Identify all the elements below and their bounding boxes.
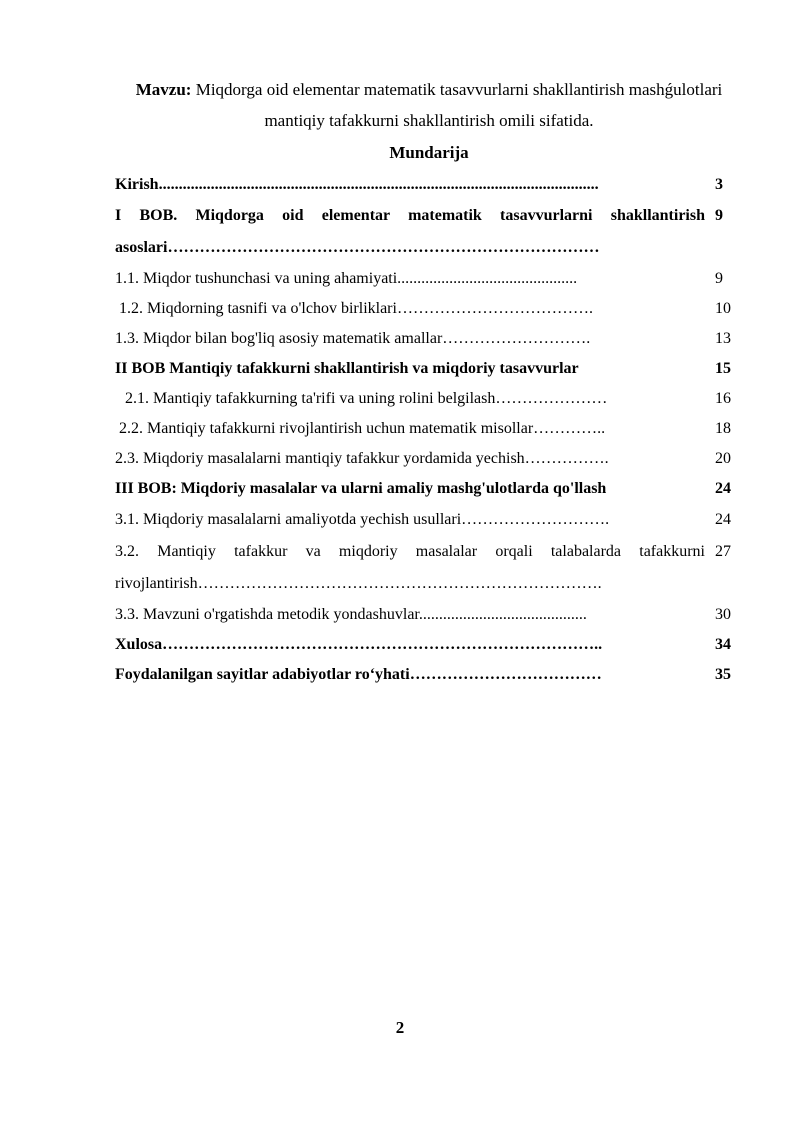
topic-heading: [115, 74, 743, 136]
toc-entry-conclusion: [115, 630, 745, 660]
toc-entry-chapter-2: [115, 354, 745, 384]
toc-entry-page: 24: [715, 511, 731, 528]
toc-entry-chapter-3: [115, 474, 745, 504]
toc-entry-text: Xulosa………………………………………………………………………..: [115, 636, 603, 653]
toc-entry-page: 30: [715, 606, 731, 623]
toc-entry-text: II BOB Mantiqiy tafakkurni shakllantirish va miqdoriy tasavvurlar: [115, 360, 579, 377]
table-of-contents: [115, 170, 745, 690]
toc-entry-text: 2.1. Mantiqiy tafakkurning ta'rifi va uning rolini belgilash…………………: [125, 390, 608, 407]
toc-entry-page: 9: [715, 207, 723, 224]
toc-entry-text: 3.3. Mavzuni o'rgatishda metodik yondashuvlar..........................................: [115, 606, 587, 623]
toc-entry-3-1: [115, 504, 745, 536]
toc-entry-page: 9: [715, 270, 723, 287]
toc-entry-page: 10: [715, 300, 731, 317]
toc-title: Mundarija: [389, 143, 469, 162]
toc-entry-3-2: [115, 536, 745, 600]
toc-entry-text: Kirish..............................................................................................................: [115, 176, 599, 193]
toc-entry-2-3: [115, 444, 745, 474]
toc-entry-text: 3.2. Mantiqiy tafakkur va miqdoriy masalalar orqali talabalarda tafakkurni rivojlantirish………………………………………………………………….: [115, 543, 705, 592]
toc-entry-text: Foydalanilgan sayitlar adabiyotlar ro‘yhati………………………………: [115, 666, 602, 683]
toc-entry-introduction: [115, 170, 745, 200]
toc-entry-text: 2.3. Miqdoriy masalalarni mantiqiy tafakkur yordamida yechish…………….: [115, 450, 609, 467]
toc-entry-page: 35: [715, 666, 731, 683]
toc-entry-text: 2.2. Mantiqiy tafakkurni rivojlantirish uchun matematik misollar…………..: [119, 420, 606, 437]
toc-entry-text: I BOB. Miqdorga oid elementar matematik tasavvurlarni shakllantirish asoslari………………………………………………………………………: [115, 207, 705, 256]
toc-entry-text: 1.2. Miqdorning tasnifi va o'lchov birliklari……………………………….: [119, 300, 593, 317]
toc-entry-1-2: [115, 294, 745, 324]
toc-entry-page: 16: [715, 390, 731, 407]
toc-entry-page: 24: [715, 480, 731, 497]
toc-entry-page: 27: [715, 543, 731, 560]
topic-label: Mavzu:: [135, 80, 192, 99]
toc-entry-2-2: [115, 414, 745, 444]
toc-entry-page: 15: [715, 360, 731, 377]
toc-entry-page: 3: [715, 176, 723, 193]
toc-entry-page: 18: [715, 420, 731, 437]
toc-entry-text: 1.3. Miqdor bilan bog'liq asosiy matematik amallar……………………….: [115, 330, 591, 347]
toc-entry-chapter-1: [115, 200, 745, 264]
toc-entry-text: 1.1. Miqdor tushunchasi va uning ahamiyati.............................................: [115, 270, 578, 287]
toc-entry-text: III BOB: Miqdoriy masalalar va ularni amaliy mashg'ulotlarda qo'llash: [115, 480, 607, 497]
toc-entry-1-1: [115, 264, 745, 294]
toc-entry-page: 34: [715, 636, 731, 653]
toc-entry-1-3: [115, 324, 745, 354]
toc-entry-3-3: [115, 600, 745, 630]
topic-text: Miqdorga oid elementar matematik tasavvurlarni shakllantirish mashǵulotlari mantiqiy tafakkurni shakllantirish omili sifatida.: [191, 80, 723, 130]
toc-entry-page: 13: [715, 330, 731, 347]
toc-entry-2-1: [115, 384, 745, 414]
toc-entry-references: [115, 660, 745, 690]
page-number: 2: [395, 1018, 405, 1037]
toc-entry-text: 3.1. Miqdoriy masalalarni amaliyotda yechish usullari……………………….: [115, 511, 610, 528]
toc-entry-page: 20: [715, 450, 731, 467]
